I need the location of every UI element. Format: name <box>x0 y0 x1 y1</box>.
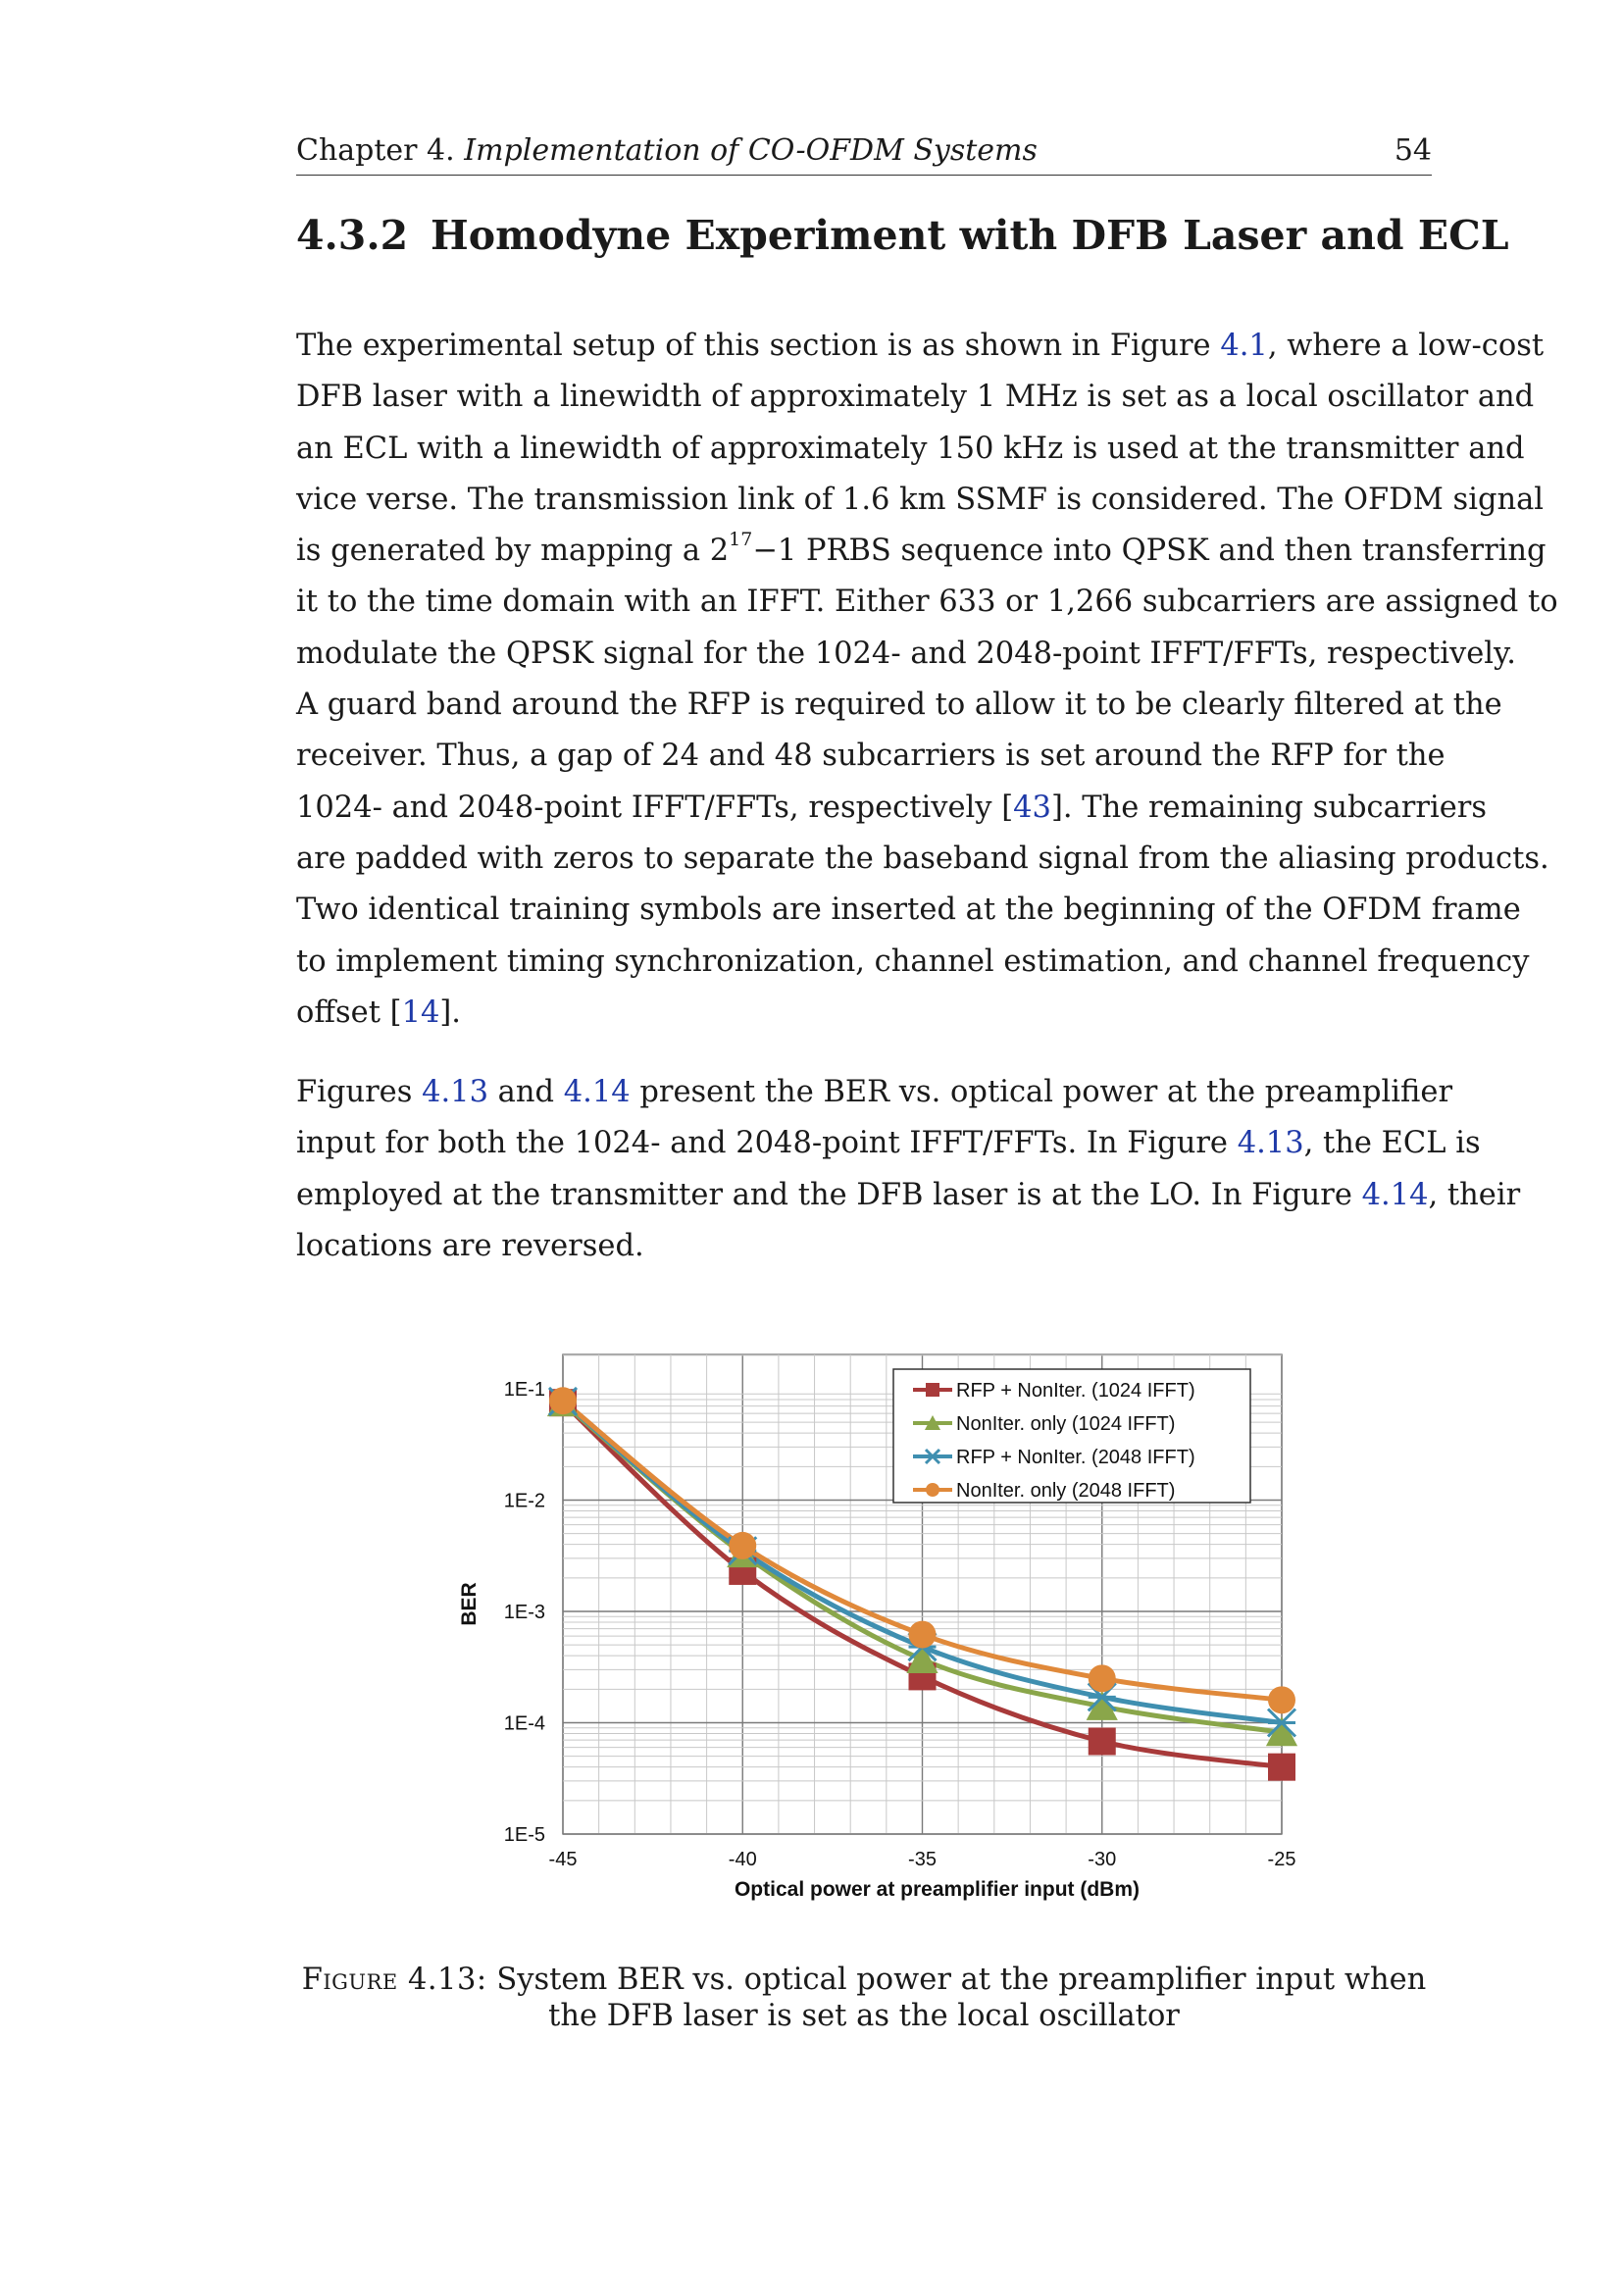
text-run: , their <box>1428 1177 1521 1212</box>
caption-label: Figure 4.13: <box>301 1963 487 1997</box>
circle-marker <box>909 1621 937 1649</box>
legend-label: NonIter. only (1024 IFFT) <box>956 1413 1176 1435</box>
text-run: 1024- and 2048-point IFFT/FFTs, respectively [ <box>296 790 1014 825</box>
text-run: is generated by mapping a 2 <box>296 534 730 569</box>
text-run: input for both the 1024- and 2048-point IFFT/FFTs. In Figure <box>296 1126 1238 1161</box>
chapter-title: Implementation of CO-OFDM Systems <box>464 133 1038 168</box>
x-tick-label: -45 <box>548 1849 578 1870</box>
text-run: , the ECL is <box>1303 1126 1481 1161</box>
x-axis-label: Optical power at preamplifier input (dBm) <box>734 1878 1141 1901</box>
figure-link[interactable]: 4.1 <box>1220 329 1268 363</box>
text-line: to implement timing synchronization, channel estimation, and channel frequency <box>296 944 1530 979</box>
section-title: Homodyne Experiment with DFB Laser and ECL <box>431 212 1509 259</box>
text-run: and <box>487 1075 564 1109</box>
text-line: are padded with zeros to separate the baseband signal from the aliasing products. <box>296 841 1549 876</box>
text-line: modulate the QPSK signal for the 1024- and 2048-point IFFT/FFTs, respectively. <box>296 636 1516 671</box>
legend-label: RFP + NonIter. (1024 IFFT) <box>956 1380 1195 1402</box>
text-line: an ECL with a linewidth of approximately 150 kHz is used at the transmitter and <box>296 431 1525 466</box>
page-number: 54 <box>1394 133 1432 168</box>
citation-link[interactable]: 43 <box>1013 790 1051 825</box>
text-line: DFB laser with a linewidth of approximately 1 MHz is set as a local oscillator and <box>296 380 1535 415</box>
text-run: ]. <box>439 995 462 1030</box>
circle-marker <box>729 1532 756 1559</box>
chart-legend <box>893 1369 1250 1503</box>
figure-link[interactable]: 4.14 <box>1361 1177 1429 1212</box>
legend-item <box>913 1447 1195 1468</box>
chapter-prefix: Chapter 4. <box>296 133 455 168</box>
text-run: offset [ <box>296 995 402 1030</box>
caption-line-1 <box>296 1962 1432 1998</box>
section-number: 4.3.2 <box>296 212 409 259</box>
x-tick-label: -25 <box>1267 1849 1296 1870</box>
figure-link[interactable]: 4.13 <box>422 1075 488 1109</box>
caption-text: System BER vs. optical power at the preamplifier input when <box>486 1963 1427 1997</box>
text-run: employed at the transmitter and the DFB laser is at the LO. In Figure <box>296 1177 1362 1212</box>
text-line: receiver. Thus, a gap of 24 and 48 subcarriers is set around the RFP for the <box>296 739 1445 774</box>
circle-marker <box>1089 1664 1116 1692</box>
y-tick-label: 1E-3 <box>503 1602 545 1623</box>
y-tick-label: 1E-4 <box>503 1712 545 1735</box>
text-run: Figures <box>296 1075 423 1109</box>
y-tick-label: 1E-5 <box>503 1824 545 1846</box>
text-run: The experimental setup of this section is as shown in Figure <box>296 329 1221 363</box>
legend-label: NonIter. only (2048 IFFT) <box>956 1480 1176 1502</box>
x-tick-label: -30 <box>1088 1849 1117 1870</box>
text-run: present the BER vs. optical power at the preamplifier <box>630 1075 1453 1109</box>
text-line: A guard band around the RFP is required to allow it to be clearly filtered at the <box>296 688 1502 723</box>
figure-link[interactable]: 4.14 <box>563 1075 631 1109</box>
figure-caption <box>296 1962 1432 2034</box>
circle-marker <box>1268 1686 1295 1713</box>
text-line: it to the time domain with an IFFT. Either 633 or 1,266 subcarriers are assigned to <box>296 585 1558 620</box>
legend-label: RFP + NonIter. (2048 IFFT) <box>956 1447 1195 1468</box>
legend-item <box>913 1380 1195 1402</box>
y-axis-label: BER <box>458 1582 481 1626</box>
circle-marker <box>549 1387 577 1414</box>
square-marker <box>1268 1754 1295 1781</box>
text-line: vice verse. The transmission link of 1.6 km SSMF is considered. The OFDM signal <box>296 482 1545 517</box>
text-run: −1 PRBS sequence into QPSK and then transferring <box>752 534 1547 569</box>
x-tick-label: -35 <box>908 1849 937 1870</box>
text-run: ]. The remaining subcarriers <box>1050 790 1487 825</box>
square-marker <box>1089 1728 1116 1756</box>
text-run: , where a low-cost <box>1267 329 1545 363</box>
y-tick-label: 1E-2 <box>503 1490 545 1512</box>
square-marker <box>926 1383 939 1397</box>
citation-link[interactable]: 14 <box>401 995 440 1030</box>
text-line: Two identical training symbols are inserted at the beginning of the OFDM frame <box>296 893 1521 928</box>
y-tick-label: 1E-1 <box>503 1379 545 1401</box>
superscript: 17 <box>729 529 753 551</box>
figure-link[interactable]: 4.13 <box>1237 1126 1304 1161</box>
text-line: locations are reversed. <box>296 1228 644 1263</box>
x-tick-label: -40 <box>728 1849 757 1870</box>
caption-line-2: the DFB laser is set as the local oscillator <box>548 1999 1180 2033</box>
circle-marker <box>926 1483 939 1497</box>
